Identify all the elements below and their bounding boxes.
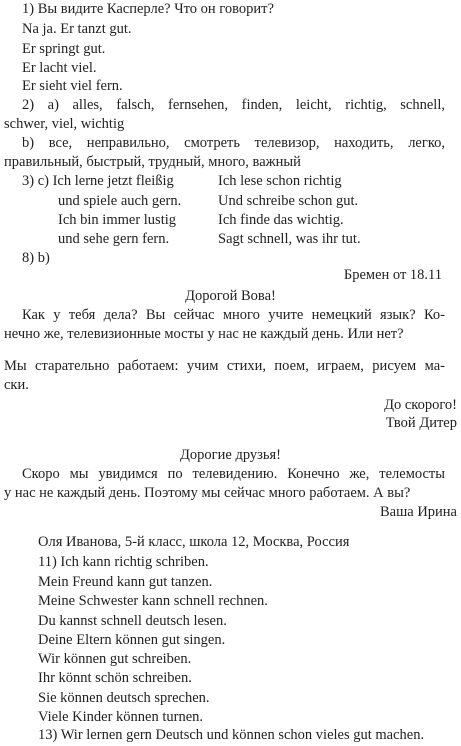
poem-line-left: und sehe gern fern. [58, 231, 170, 247]
answer-11-line: Du kannst schnell deutsch lesen. [38, 613, 227, 629]
letter-signature: Ваша Ирина [379, 504, 457, 520]
letter-body-line: Скоро мы увидимся по телевидению. Конечно же, телемосты [22, 466, 445, 482]
answer-2a-line: schwer, viel, wichtig [4, 116, 125, 132]
answer-13-line: 13) Wir lernen gern Deutsch und können schon vieles gut machen. [38, 727, 425, 743]
answer-11-line: Meine Schwester kann schnell rechnen. [38, 593, 268, 609]
answer-2b-line: b) все, неправильно, смотреть телевизор, находить, легко, [22, 135, 445, 151]
answer-1-line: Na ja. Er tanzt gut. [22, 21, 132, 37]
letter-body-line: ски. [4, 377, 29, 393]
answer-1-line: Er springt gut. [22, 41, 106, 57]
answer-1-line: Er lacht viel. [22, 60, 97, 76]
poem-line-left: und spiele auch gern. [58, 193, 182, 209]
letter-greeting: Дорогой Вова! [185, 288, 276, 304]
answer-11-line: 11) Ich kann richtig schriben. [38, 554, 209, 570]
letter-signature: Твой Дитер [385, 415, 457, 431]
poem-line-right: Ich lese schon richtig [218, 173, 342, 189]
letter-date: Бремен от 18.11 [343, 267, 442, 283]
letter-body-line: у нас не каждый день. Поэтому мы сейчас много работаем. А вы? [4, 485, 411, 501]
answer-2b-line: правильный, быстрый, трудный, много, важный [4, 154, 301, 170]
answer-1-line: Er sieht viel fern. [22, 78, 123, 94]
poem-line-right: Sagt schnell, was ihr tut. [218, 231, 361, 247]
letter-body-line: Как у тебя дела? Вы сейчас много учите немецкий язык? Ко- [22, 307, 445, 323]
poem-line-right: Ich finde das wichtig. [218, 212, 344, 228]
letter-body-line: нечно же, телевизионные мосты у нас не каждый день. Или нет? [4, 326, 404, 342]
poem-line-left: 3) c) Ich lerne jetzt fleißig [22, 173, 174, 189]
answer-11-line: Wir können gut schreiben. [38, 651, 192, 667]
letter-body-line: Мы старательно работаем: учим стихи, поем, играем, рисуем ма- [4, 358, 445, 374]
sender-address: Оля Иванова, 5-й класс, школа 12, Москва, Россия [38, 534, 350, 550]
answer-11-line: Mein Freund kann gut tanzen. [38, 574, 213, 590]
answer-1-heading: 1) Вы видите Касперле? Что он говорит? [22, 1, 274, 17]
answer-11-line: Deine Eltern können gut singen. [38, 632, 226, 648]
answer-11-line: Ihr könnt schön schreiben. [38, 670, 192, 686]
poem-line-left: Ich bin immer lustig [58, 212, 176, 228]
poem-line-right: Und schreibe schon gut. [218, 193, 359, 209]
answer-11-line: Sie können deutsch sprechen. [38, 690, 210, 706]
letter-greeting: Дорогие друзья! [180, 447, 281, 463]
answer-11-line: Viele Kinder können turnen. [38, 709, 204, 725]
answer-2a-line: 2) a) alles, falsch, fernsehen, finden, leicht, richtig, schnell, [22, 97, 445, 113]
letter-closing: До скорого! [384, 397, 457, 413]
answer-8-heading: 8) b) [22, 250, 50, 266]
